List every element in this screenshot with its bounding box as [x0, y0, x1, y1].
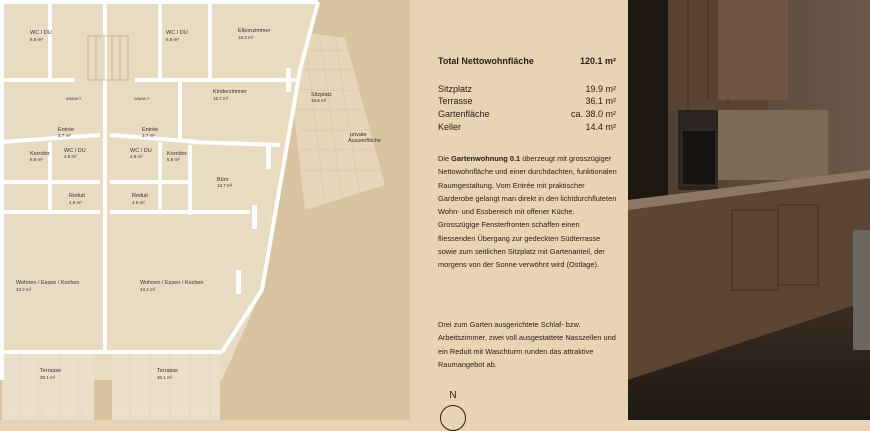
room-area: 36.1 m²	[157, 375, 173, 380]
room-area: 5.8 m²	[167, 157, 180, 162]
room-name: Wohnen / Essen / Kochen	[16, 280, 80, 286]
room-name: Reduit	[69, 193, 85, 199]
area-value: 36.1 m²	[585, 96, 616, 106]
room-name: WC / DU	[30, 30, 52, 36]
info-panel	[410, 0, 628, 420]
compass-label: N	[449, 390, 457, 401]
room-area: 19.9 m²	[311, 98, 327, 103]
wm-label: WM/W.T	[134, 96, 150, 101]
room-name: Elternzimmer	[238, 28, 271, 34]
room-area: 4.9 m²	[69, 200, 82, 205]
room-name: WC / DU	[166, 30, 188, 36]
room-name: Entrée	[142, 127, 159, 133]
room-name: Korridor	[30, 151, 50, 157]
room-area: 4.9 m²	[130, 154, 143, 159]
description-lead: Die	[438, 154, 452, 163]
area-label: Terrasse	[438, 96, 473, 106]
room-name: Büro	[217, 177, 229, 183]
room-area: 3.7 m²	[142, 133, 155, 138]
room-name: WC / DU	[130, 148, 152, 154]
area-row	[438, 96, 616, 106]
room-name: Reduit	[132, 193, 148, 199]
wm-label: WM/W.T	[66, 96, 82, 101]
compass-icon	[440, 405, 466, 431]
private-label: Aussenfläche	[348, 138, 382, 144]
description-text: überzeugt mit grosszügiger Nettowohnfläche und einer durchdachten, funktionalen Raumgestaltung. Vom Entrée mit praktischer Garderobe gelangt man direkt in den lichtdurchfluteten Wohn- und Essbereich mit offener Küche. Grosszügige Fensterfronten schaffen einen fliessenden Übergang zur gedeckten Südterrasse sowie zum seitlichen Sitzplatz mit Gartenanteil, der morgens von der Sonne verwöhnt wird (Ostlage).	[438, 154, 617, 270]
room-area: 43.2 m²	[140, 287, 156, 292]
description-paragraph-2: Drei zum Garten ausgerichtete Schlaf- bzw. Arbeitszimmer, zwei voll ausgestattete Nasszellen und ein Reduit mit Waschturm runden das attraktive Raumangebot ab.	[438, 320, 616, 369]
room-area: 36.1 m²	[40, 375, 56, 380]
room-area: 13.7 m²	[217, 183, 233, 188]
room-name: Sitzplatz	[311, 92, 332, 98]
room-area: 6.8 m²	[166, 37, 179, 42]
area-value: ca. 38.0 m²	[570, 109, 616, 119]
area-row	[438, 109, 616, 119]
kitchen-photo-drawing	[628, 0, 870, 420]
room-name: Terrasse	[157, 368, 179, 374]
private-label: private	[350, 132, 367, 138]
area-row	[438, 122, 616, 132]
area-label: Sitzplatz	[438, 84, 473, 94]
room-area: 3.7 m²	[58, 133, 71, 138]
kitchen-photo	[628, 0, 870, 420]
room-area: 4.9 m²	[132, 200, 145, 205]
room-name: WC / DU	[64, 148, 86, 154]
description-paragraph-1	[438, 152, 618, 272]
area-value: 19.9 m²	[585, 84, 616, 94]
room-name: Entrée	[58, 127, 75, 133]
total-row	[438, 56, 616, 66]
room-name: Terrasse	[40, 368, 62, 374]
area-label: Keller	[438, 122, 462, 132]
room-name: Kinderzimmer	[213, 89, 247, 95]
room-name: Korridor	[167, 151, 187, 157]
room-area: 43.2 m²	[16, 287, 32, 292]
total-label: Total Nettowohnfläche	[438, 56, 534, 66]
total-value: 120.1 m²	[579, 56, 616, 66]
room-area: 6.8 m²	[30, 37, 43, 42]
apartment-name: Gartenwohnung 0.1	[451, 154, 521, 163]
room-area: 18.3 m²	[238, 35, 254, 40]
floor-plan	[0, 0, 410, 420]
room-area: 15.7 m²	[213, 96, 229, 101]
floor-plan-drawing	[0, 0, 410, 420]
room-name: Wohnen / Essen / Kochen	[140, 280, 204, 286]
room-area: 4.9 m²	[64, 154, 77, 159]
room-area: 8.8 m²	[30, 157, 43, 162]
area-row	[438, 84, 616, 94]
area-value: 14.4 m²	[585, 122, 616, 132]
area-label: Gartenfläche	[438, 109, 490, 119]
